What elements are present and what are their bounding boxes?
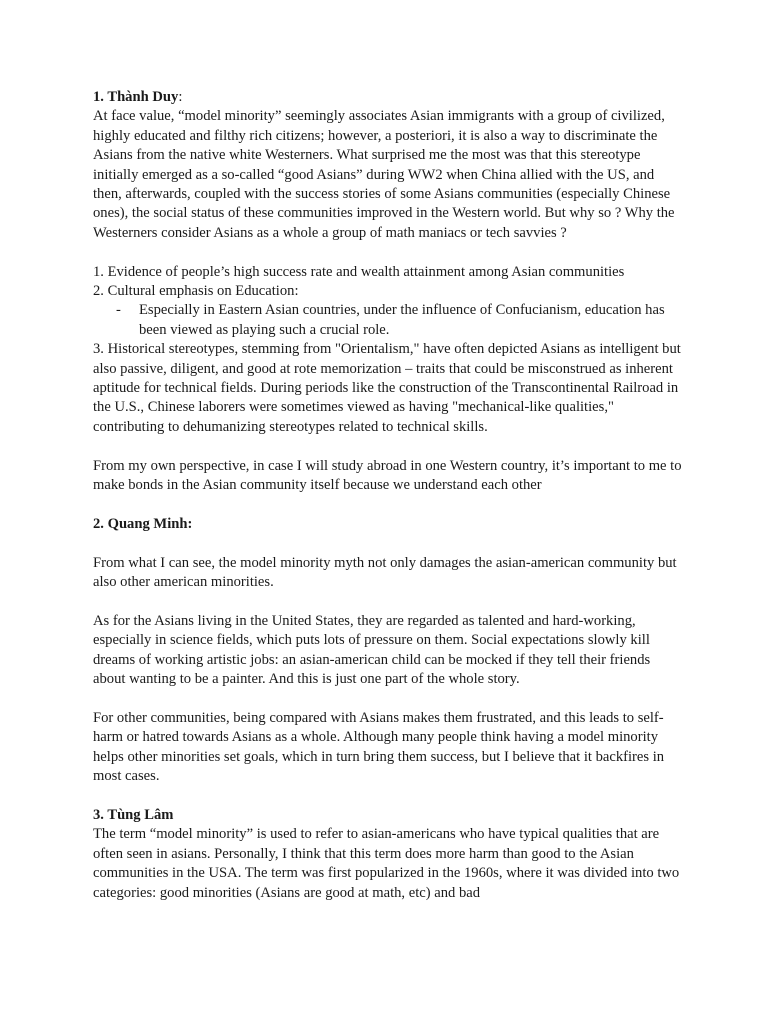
paragraph-gap	[93, 437, 683, 456]
section-1-intro: At face value, “model minority” seemingly associates Asian immigrants with a group of civilized, highly educated and filthy rich citizens; however, a posteriori, it is also a way to discriminate the Asians from the native white Westerners. What surprised me the most was that this stereotype initially emerged as a so-called “good Asians” during WW2 when China allied with the US, and then, afterwards, coupled with the success stories of some Asians communities (especially Chinese ones), the social status of these communities improved in the Western world. But why so ? Why the Westerners consider Asians as a whole a group of math maniacs or tech savvies ?	[93, 108, 675, 241]
paragraph-gap	[93, 593, 683, 612]
section-3-heading: 3. Tùng Lâm	[93, 806, 174, 823]
section-1-heading-colon: :	[178, 89, 183, 105]
section-1-heading: 1. Thành Duy	[93, 89, 179, 105]
dash-bullet-marker: -	[116, 302, 121, 319]
paragraph-gap	[93, 690, 683, 709]
section-1-perspective: From my own perspective, in case I will study abroad in one Western country, it’s important to me to make bonds in the Asian community itself because we understand each other	[93, 457, 682, 494]
section-2-paragraph-1: From what I can see, the model minority myth not only damages the asian-american community but also other american minorities.	[93, 554, 677, 591]
section-3-paragraph-1: The term “model minority” is used to refer to asian-americans who have typical qualities that are often seen in asians. Personally, I think that this term does more harm than good to the Asian communities in the USA. The term was first popularized in the 1960s, where it was divided into two categories: good minorities (Asians are good at math, etc) and bad	[93, 826, 680, 901]
section-1-sub-bullet-text: Especially in Eastern Asian countries, under the influence of Confucianism, education has been viewed as playing such a crucial role.	[139, 302, 665, 338]
section-1-sub-bullet	[93, 301, 683, 340]
section-2-heading: 2. Quang Minh:	[93, 515, 193, 532]
section-2-paragraph-3: For other communities, being compared with Asians makes them frustrated, and this leads to self-harm or hatred towards Asians as a whole. Although many people think having a model minority helps other minorities set goals, which in turn bring them success, but I believe that it backfires in most cases.	[93, 709, 665, 785]
section-1-point-2: 2. Cultural emphasis on Education:	[93, 283, 299, 300]
section-2-paragraph-2: As for the Asians living in the United States, they are regarded as talented and hard-working, especially in science fields, which puts lots of pressure on them. Social expectations slowly kill dreams of working artistic jobs: an asian-american child can be mocked if they tell their friends about wanting to be a painter. And this is just one part of the whole story.	[93, 612, 651, 688]
paragraph-gap	[93, 243, 683, 262]
section-1-heading-line	[93, 88, 683, 107]
paragraph-gap	[93, 534, 683, 553]
section-1-point-1: 1. Evidence of people’s high success rate and wealth attainment among Asian communities	[93, 263, 625, 280]
paragraph-gap	[93, 496, 683, 515]
section-1-point-3: 3. Historical stereotypes, stemming from "Orientalism," have often depicted Asians as intelligent but also passive, diligent, and good at rote memorization – traits that could be misconstrued as inherent aptitude for technical fields. During periods like the construction of the Transcontinental Railroad in the U.S., Chinese laborers were sometimes viewed as having "mechanical-like qualities," contributing to dehumanizing stereotypes related to technical skills.	[93, 341, 681, 435]
document-page	[93, 88, 683, 903]
paragraph-gap	[93, 787, 683, 806]
